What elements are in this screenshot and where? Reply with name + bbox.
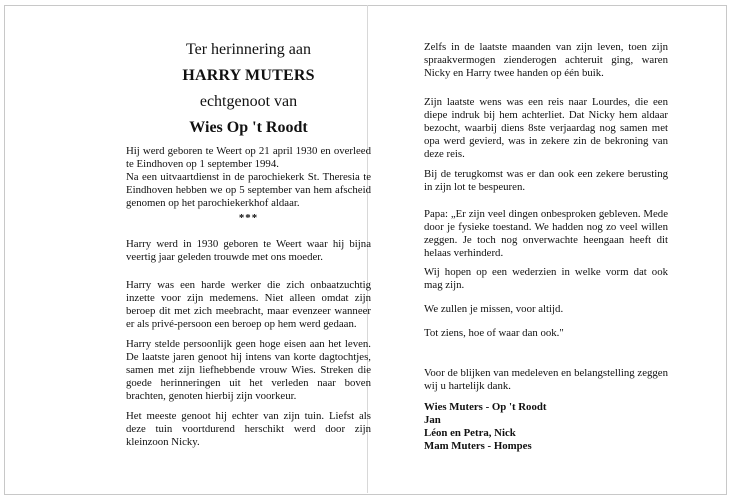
right-paragraph-1: Zelfs in de laatste maanden van zijn leven, toen zijn spraakvermogen zienderogen achteruit ging, waren Nicky en Harry twee handen op één buik. — [424, 41, 668, 79]
right-paragraph-6: We zullen je missen, voor altijd. — [424, 303, 564, 315]
right-paragraph-3: Bij de terugkomst was er dan ook een zekere berusting in zijn lot te bespeuren. — [424, 168, 668, 193]
signature-line: Wies Muters - Op 't Roodt — [424, 401, 547, 413]
right-paragraph-4: Papa: „Er zijn veel dingen onbesproken gebleven. Mede door je fysieke toestand. We hadden nog zo veel willen zeggen. Je toch nog onverwachte heengaan heeft dit helaas verhinderd. — [424, 208, 668, 259]
signature-line: Mam Muters - Hompes — [424, 440, 532, 452]
right-paragraph-5: Wij hopen op een wederzien in welke vorm dat ook mag zijn. — [424, 266, 668, 291]
birth-death-paragraph: Hij werd geboren te Weert op 21 april 1930 en overleed te Eindhoven op 1 september 1994. — [126, 145, 371, 170]
funeral-paragraph: Na een uitvaartdienst in de parochiekerk St. Theresia te Eindhoven hebben we op 5 september van hem afscheid genomen op het parochiekerkhof aldaar. — [126, 171, 371, 209]
spouse-label: echtgenoot van — [199, 93, 298, 110]
left-paragraph-2: Harry was een harde werker die zich onbaatzuchtig inzette voor zijn medemens. Niet alleen omdat zijn beroep dit met zich meebracht, maar evenzeer wanneer er als privé-persoon een beroep op hem werd gedaan. — [126, 279, 371, 330]
left-paragraph-1: Harry werd in 1930 geboren te Weert waar hij bijna veertig jaar geleden trouwde met ons moeder. — [126, 238, 371, 263]
separator-stars: *** — [238, 212, 259, 224]
left-paragraph-4: Het meeste genoot hij echter van zijn tuin. Liefst als deze tuin voortdurend herschikt werd door zijn kleinzoon Nicky. — [126, 410, 371, 448]
right-paragraph-7: Tot ziens, hoe of waar dan ook." — [424, 327, 564, 339]
in-memory-heading: Ter herinnering aan — [185, 41, 312, 58]
spouse-name: Wies Op 't Roodt — [189, 119, 308, 136]
left-paragraph-3: Harry stelde persoonlijk geen hoge eisen aan het leven. De laatste jaren genoot hij intens van korte dagtochtjes, samen met zijn liefhebbende vrouw Wies. Streken die goede herinneringen uit het verleden naar boven brachten, genoten hierbij zijn voorkeur. — [126, 338, 371, 402]
deceased-name: HARRY MUTERS — [182, 67, 315, 84]
signature-line: Jan — [424, 414, 441, 426]
thanks-paragraph: Voor de blijken van medeleven en belangstelling zeggen wij u hartelijk dank. — [424, 367, 668, 392]
signature-line: Léon en Petra, Nick — [424, 427, 516, 439]
right-paragraph-2: Zijn laatste wens was een reis naar Lourdes, die een diepe indruk bij hem achterliet. Dat Nicky hem aldaar bezocht, waarbij diens 8ste verjaardag nog samen met opa werd gevierd, was in zekere zin de bekroning van deze reis. — [424, 96, 668, 160]
